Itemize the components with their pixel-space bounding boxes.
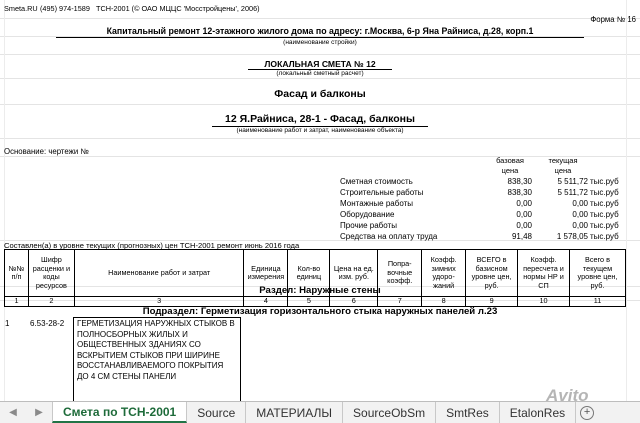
current-price-header-2: цена bbox=[554, 166, 572, 175]
subsection-title: Подраздел: Герметизация горизонтального стыка наружных панелей л.23 bbox=[142, 306, 498, 317]
cost-base: 91,48 bbox=[511, 232, 532, 241]
col-header-qty: Кол-во единиц bbox=[288, 250, 330, 297]
col-header-current-total: Всего в текущем уровне цен, руб. bbox=[570, 250, 626, 297]
cost-unit: тыс.руб bbox=[590, 232, 619, 241]
col-number: 1 bbox=[5, 297, 29, 307]
cost-base: 838,30 bbox=[507, 188, 532, 197]
avito-watermark: Avito bbox=[546, 386, 589, 405]
cost-label: Строительные работы bbox=[340, 188, 424, 197]
current-price-header-1: текущая bbox=[548, 156, 578, 165]
cost-unit: тыс.руб bbox=[590, 199, 619, 208]
basis-text: Основание: чертежи № bbox=[4, 147, 89, 156]
cost-base: 0,00 bbox=[516, 210, 532, 219]
prices-note: Составлен(а) в уровне текущих (прогнозных) цен ТСН-2001 ремонт июнь 2016 года bbox=[4, 241, 300, 250]
sheet-tab-source[interactable]: Source bbox=[187, 402, 246, 423]
cost-unit: тыс.руб bbox=[590, 188, 619, 197]
col-number: 10 bbox=[518, 297, 570, 307]
cost-unit: тыс.руб bbox=[590, 221, 619, 230]
sheet-tab-estimate[interactable]: Смета по ТСН-2001 bbox=[52, 402, 187, 423]
cost-unit: тыс.руб bbox=[590, 210, 619, 219]
estimate-title: ЛОКАЛЬНАЯ СМЕТА № 12 bbox=[264, 59, 376, 69]
position-description: ГЕРМЕТИЗАЦИЯ НАРУЖНЫХ СТЫКОВ В ПОЛНОСБОРНЫХ ЖИЛЫХ И ОБЩЕСТВЕННЫХ ЗДАНИЯХ СО ВСКРЫТИЕМ СТЫКОВ ПРИ ШИРИНЕ ВОССТАНАВЛИВАЕМОГО ПОКРЫТИЯ ДО 4 СМ СТЕНЫ ПАНЕЛИ bbox=[73, 317, 241, 401]
sheet-tab-etalonres[interactable]: EtalonRes bbox=[500, 402, 576, 423]
cost-label: Монтажные работы bbox=[340, 199, 414, 208]
cost-unit: тыс.руб bbox=[590, 177, 619, 186]
estimate-table-header bbox=[4, 249, 626, 307]
cost-current: 0,00 bbox=[572, 199, 588, 208]
position-number: 1 bbox=[5, 319, 10, 328]
col-number: 9 bbox=[466, 297, 518, 307]
base-price-header-2: цена bbox=[501, 166, 519, 175]
cost-base: 838,30 bbox=[507, 177, 532, 186]
col-number: 3 bbox=[74, 297, 244, 307]
cost-base: 0,00 bbox=[516, 221, 532, 230]
cost-label: Сметная стоимость bbox=[340, 177, 413, 186]
col-header-price: Цена на ед. изм. руб. bbox=[330, 250, 378, 297]
col-header-num: №№ п/п bbox=[5, 250, 29, 297]
phone-number: (495) 974-1589 bbox=[40, 4, 90, 13]
cost-current: 0,00 bbox=[572, 210, 588, 219]
cost-current: 0,00 bbox=[572, 221, 588, 230]
cost-current: 1 578,05 bbox=[556, 232, 588, 241]
col-number: 11 bbox=[570, 297, 626, 307]
object-title: 12 Я.Райниса, 28-1 - Фасад, балконы bbox=[225, 113, 415, 125]
estimate-caption: (локальный сметный расчет) bbox=[276, 70, 364, 77]
col-number: 2 bbox=[28, 297, 74, 307]
col-header-winter: Коэфф. зимних удоро-жаний bbox=[422, 250, 466, 297]
sheet-tab-sourceobsm[interactable]: SourceObSm bbox=[343, 402, 436, 423]
col-number: 7 bbox=[378, 297, 422, 307]
cost-base: 0,00 bbox=[516, 199, 532, 208]
work-title: Фасад и балконы bbox=[274, 88, 366, 100]
sheet-tabs-bar bbox=[0, 401, 640, 423]
prev-sheet-icon[interactable]: ◀ bbox=[9, 407, 17, 418]
col-header-recalc: Коэфф. пересчета и нормы НР и СП bbox=[518, 250, 570, 297]
cost-label: Оборудование bbox=[340, 210, 395, 219]
col-number: 8 bbox=[422, 297, 466, 307]
cost-label: Средства на оплату труда bbox=[340, 232, 438, 241]
col-header-unit: Единица измерения bbox=[244, 250, 288, 297]
plus-icon: + bbox=[580, 406, 594, 420]
col-header-code: Шифр расценки и коды ресурсов bbox=[28, 250, 74, 297]
cost-current: 5 511,72 bbox=[557, 188, 588, 197]
section-title: Раздел: Наружные стены bbox=[259, 285, 381, 296]
col-header-base-total: ВСЕГО в базисном уровне цен, руб. bbox=[466, 250, 518, 297]
form-number: Форма № 16 bbox=[590, 15, 636, 24]
cost-current: 5 511,72 bbox=[557, 177, 588, 186]
object-caption: (наименование работ и затрат, наименование объекта) bbox=[236, 127, 404, 134]
col-number: 6 bbox=[330, 297, 378, 307]
construction-title: Капитальный ремонт 12-этажного жилого дома по адресу: г.Москва, 6-р Яна Райниса, д.28, корп.1 bbox=[106, 26, 534, 36]
brand-name: Smeta.RU bbox=[4, 4, 38, 13]
base-price-header-1: базовая bbox=[496, 156, 524, 165]
col-header-name: Наименование работ и затрат bbox=[74, 250, 244, 297]
next-sheet-icon[interactable]: ▶ bbox=[35, 407, 43, 418]
position-code: 6.53-28-2 bbox=[30, 319, 65, 328]
cost-label: Прочие работы bbox=[340, 221, 397, 230]
sheet-tab-materials[interactable]: МАТЕРИАЛЫ bbox=[246, 402, 343, 423]
program-info: ТСН-2001 (© ОАО МЦЦС 'Мосстройцены', 2006) bbox=[96, 4, 260, 13]
col-number: 5 bbox=[288, 297, 330, 307]
col-number: 4 bbox=[244, 297, 288, 307]
col-header-correction: Попра-вочные коэфф. bbox=[378, 250, 422, 297]
sheet-tab-smtres[interactable]: SmtRes bbox=[436, 402, 500, 423]
construction-caption: (наименование стройки) bbox=[283, 39, 357, 46]
